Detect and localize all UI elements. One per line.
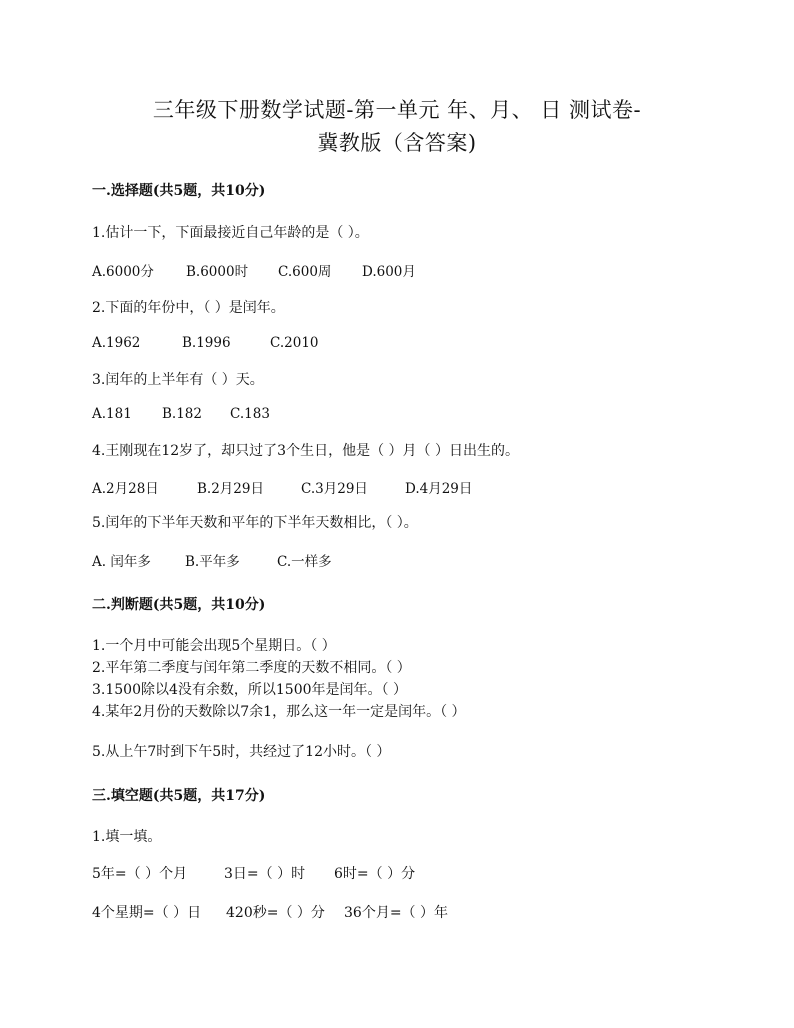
judgement-item: 1.一个月中可能会出现5个星期日。（ ）	[92, 638, 336, 654]
question-text: 4.王刚现在12岁了，却只过了3个生日，他是（ ）月（ ）日出生的。	[92, 443, 519, 459]
question-options	[92, 335, 319, 351]
fill-item: 6时=（ ）分	[334, 866, 416, 882]
option-b: B.2月29日	[197, 481, 264, 497]
option-d: D.600月	[362, 264, 416, 280]
section-heading-true-false: 二.判断题(共5题，共10分)	[92, 597, 266, 613]
question-options	[92, 477, 472, 497]
judgement-item: 4.某年2月份的天数除以7余1，那么这一年一定是闰年。（ ）	[92, 704, 466, 720]
option-b: B.平年多	[185, 554, 240, 570]
question-text: 1.填一填。	[92, 829, 162, 845]
option-a: A.6000分	[92, 264, 154, 280]
fill-item: 5年=（ ）个月	[92, 866, 188, 882]
fill-item: 3日=（ ）时	[224, 866, 306, 882]
section-heading-fill-in: 三.填空题(共5题，共17分)	[92, 788, 266, 804]
option-a: A. 闰年多	[92, 554, 151, 570]
option-b: B.182	[162, 406, 202, 422]
question-text: 5.闰年的下半年天数和平年的下半年天数相比，（ ）。	[92, 515, 418, 531]
question-text: 3.闰年的上半年有（ ）天。	[92, 372, 264, 388]
question-text: 2.下面的年份中，（ ）是闰年。	[92, 300, 285, 316]
fill-row	[92, 902, 448, 922]
judgement-item: 5.从上午7时到下午5时，共经过了12小时。（ ）	[92, 744, 391, 760]
fill-row	[92, 863, 415, 883]
option-c: C.一样多	[277, 554, 332, 570]
judgement-item: 2.平年第二季度与闰年第二季度的天数不相同。（ ）	[92, 660, 411, 676]
option-a: A.1962	[92, 335, 141, 351]
option-c: C.600周	[278, 264, 332, 280]
question-options	[92, 550, 332, 570]
option-b: B.6000时	[186, 264, 249, 280]
option-b: B.1996	[182, 335, 231, 351]
question-options	[92, 260, 416, 280]
option-c: C.3月29日	[301, 481, 368, 497]
option-a: A.2月28日	[92, 481, 159, 497]
option-d: D.4月29日	[405, 481, 473, 497]
question-options	[92, 406, 270, 422]
fill-item: 36个月=（ ）年	[344, 905, 448, 921]
option-c: C.183	[230, 406, 270, 422]
page-title-line-2: 冀教版（含答案)	[317, 131, 477, 155]
fill-item: 420秒=（ ）分	[226, 905, 325, 921]
question-text: 1.估计一下，下面最接近自己年龄的是（ ）。	[92, 225, 369, 241]
option-c: C.2010	[270, 335, 319, 351]
judgement-item: 3.1500除以4没有余数，所以1500年是闰年。（ ）	[92, 682, 407, 698]
option-a: A.181	[92, 406, 132, 422]
section-heading-choice: 一.选择题(共5题，共10分)	[92, 183, 266, 199]
fill-item: 4个星期=（ ）日	[92, 905, 202, 921]
page-title-line-1: 三年级下册数学试题-第一单元 年、月、 日 测试卷-	[152, 98, 642, 122]
